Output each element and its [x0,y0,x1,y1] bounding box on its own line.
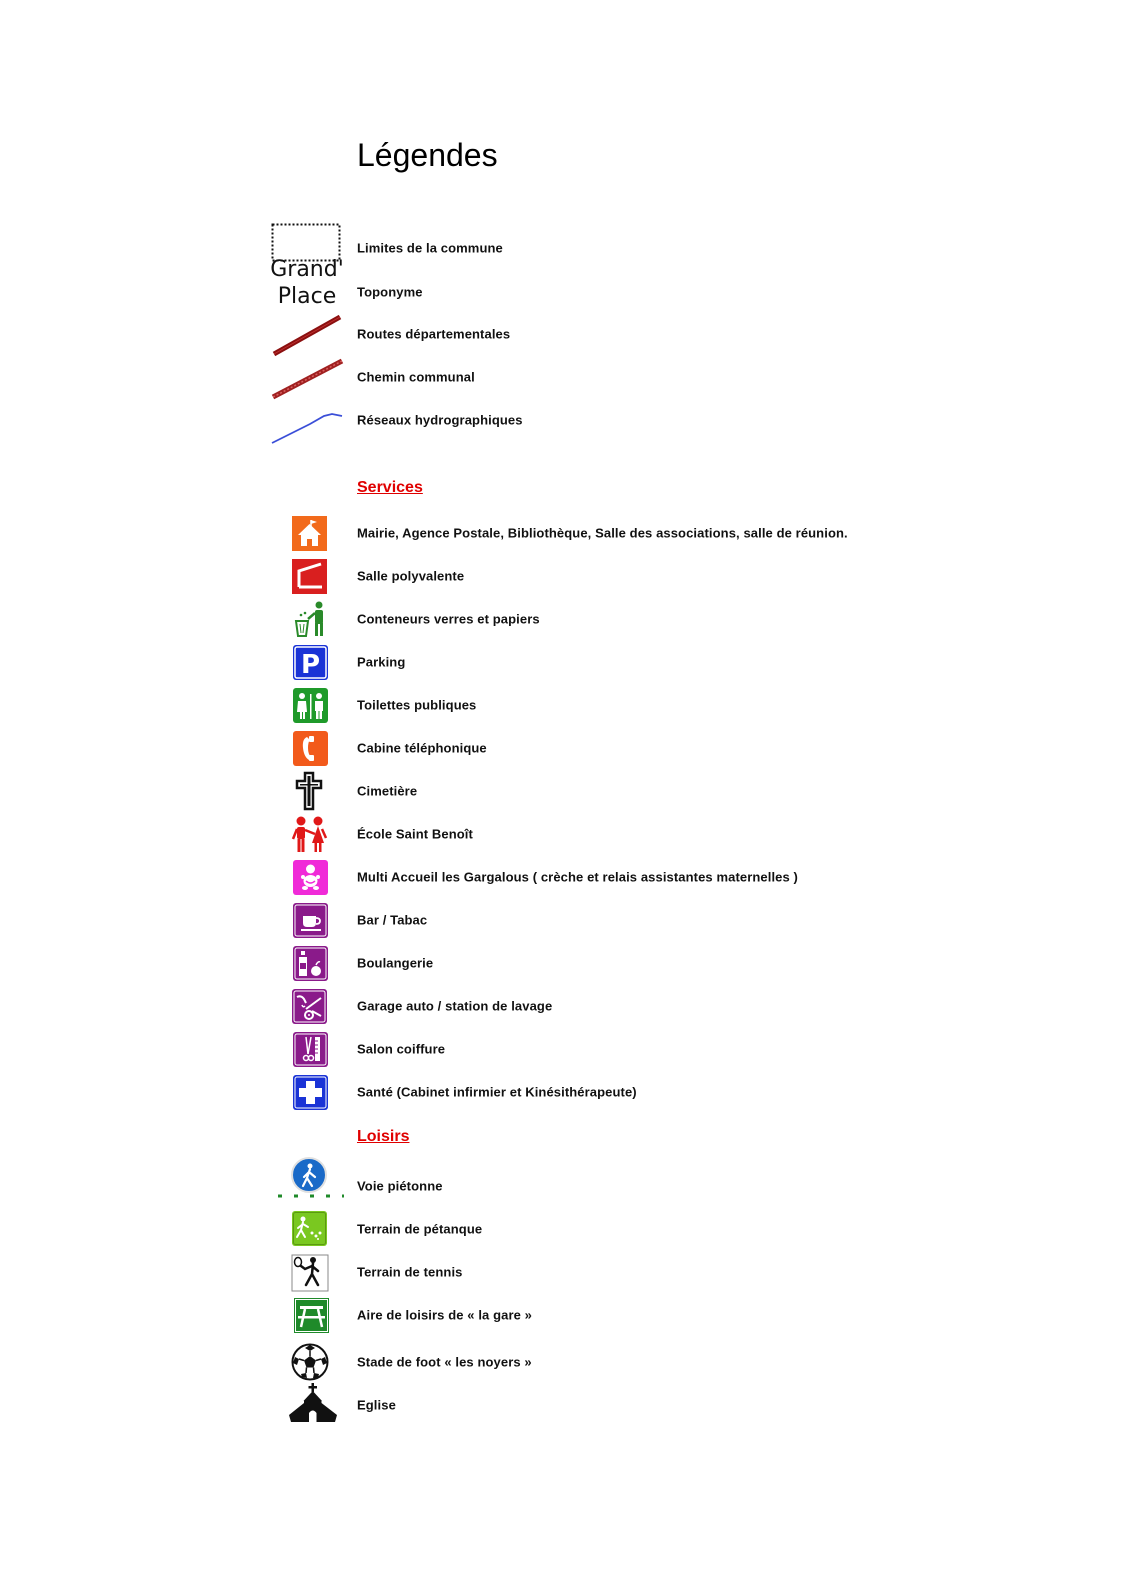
legend-label: Toilettes publiques [357,697,477,713]
legend-item-petanque [0,1209,1122,1249]
legend-label: Salon coiffure [357,1041,446,1057]
legend-label: Garage auto / station de lavage [357,998,553,1014]
legend-label: Terrain de pétanque [357,1221,483,1237]
page-title: Légendes [357,137,498,173]
legend-item-cabine [0,728,1122,768]
section-heading-services: Services [357,479,423,496]
legend-label: Conteneurs verres et papiers [357,611,540,627]
legend-label: Eglise [357,1397,396,1413]
legend-label: Mairie, Agence Postale, Bibliothèque, Salle des associations, salle de réunion. [357,525,848,541]
church-icon [288,1383,338,1423]
legend-item-sante [0,1072,1122,1112]
legend-label: Cimetière [357,783,418,799]
legend-item-routes [0,314,1122,354]
phone-booth-icon [293,731,328,766]
legend-label: Aire de loisirs de « la gare » [357,1307,532,1323]
town-hall-icon [292,516,327,551]
legend-item-tennis [0,1252,1122,1292]
toilets-icon [293,688,328,723]
legend-label: Multi Accueil les Gargalous ( crèche et relais assistantes maternelles ) [357,869,798,885]
legend-item-eglise [0,1385,1122,1425]
school-children-icon [291,815,329,855]
legend-item-toponyme [0,272,1122,312]
legend-item-salon-coiffure [0,1029,1122,1069]
nursery-baby-icon [293,860,328,895]
health-cross-icon [293,1075,328,1110]
legend-label: Bar / Tabac [357,912,428,928]
legend-label: École Saint Benoît [357,826,473,842]
legend-item-stade-foot [0,1342,1122,1382]
legend-item-garage [0,986,1122,1026]
legend-item-hydro [0,400,1122,440]
legend-label: Santé (Cabinet infirmier et Kinésithérapeute) [357,1084,637,1100]
tennis-player-icon [291,1254,329,1292]
hairdresser-scissors-icon [293,1032,328,1067]
legend-item-mairie [0,513,1122,553]
legend-item-salle-polyvalente [0,556,1122,596]
recycling-bin-icon [293,601,329,637]
legend-item-chemin [0,357,1122,397]
legend-label: Chemin communal [357,369,475,385]
legend-label: Cabine téléphonique [357,740,487,756]
legend-item-conteneurs [0,599,1122,639]
legend-label: Limites de la commune [357,240,503,256]
legend-item-toilettes [0,685,1122,725]
svg-text:P: P [300,650,321,680]
legend-label: Stade de foot « les noyers » [357,1354,532,1370]
car-garage-icon [292,989,327,1024]
legend-item-voie-pietonne [0,1166,1122,1206]
legend-item-boulangerie [0,943,1122,983]
legend-item-ecole [0,814,1122,854]
cemetery-cross-icon [294,771,324,811]
legend-label: Salle polyvalente [357,568,465,584]
legend-label: Toponyme [357,284,423,300]
red-path-line-icon [270,357,344,401]
dark-red-road-line-icon [270,314,344,358]
legend-label: Routes départementales [357,326,511,342]
bakery-grocery-icon [293,946,328,981]
pedestrian-path-icon [276,1157,346,1199]
legend-label: Voie piétonne [357,1178,443,1194]
soccer-ball-icon [291,1343,329,1381]
coffee-cup-icon [293,903,328,938]
petanque-icon [292,1211,327,1246]
multipurpose-hall-icon [292,559,327,594]
legend-label: Boulangerie [357,955,434,971]
toponyme-text-icon: Grand' Place [270,257,344,309]
picnic-table-icon [294,1298,329,1333]
legend-item-cimetiere [0,771,1122,811]
legend-item-multi-accueil [0,857,1122,897]
legend-label: Réseaux hydrographiques [357,412,523,428]
legend-item-limites [0,228,1122,268]
blue-water-line-icon [270,410,344,446]
legend-item-parking [0,642,1122,682]
legend-item-bar-tabac [0,900,1122,940]
section-heading-loisirs: Loisirs [357,1128,410,1145]
legend-label: Parking [357,654,406,670]
parking-icon [293,645,328,680]
legend-item-aire-loisirs [0,1295,1122,1335]
legend-label: Terrain de tennis [357,1264,463,1280]
